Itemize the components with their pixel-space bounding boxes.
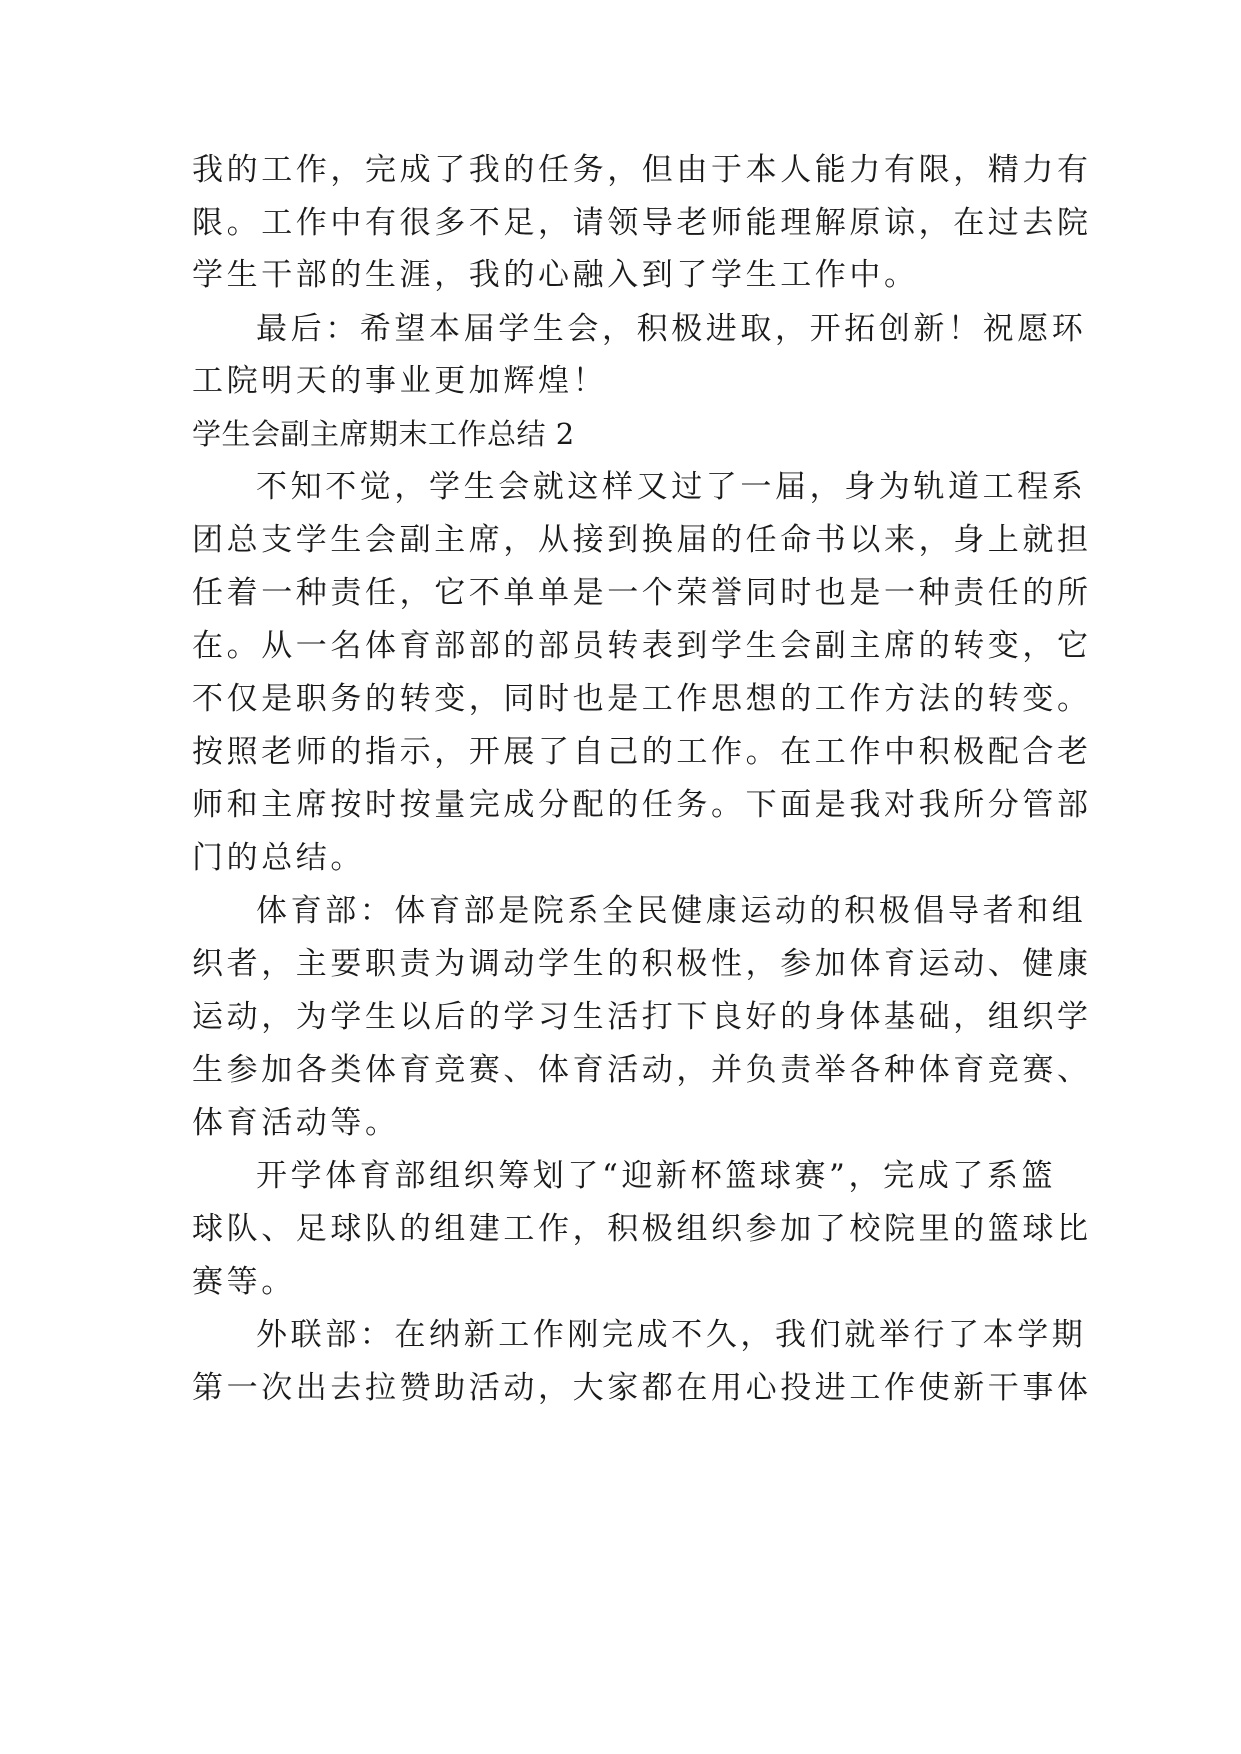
body-text-line: 学生干部的生涯，我的心融入到了学生工作中。 (192, 257, 919, 293)
body-text-line: 我的工作，完成了我的任务，但由于本人能力有限，精力有 (192, 152, 1092, 188)
body-text-line: 师和主席按时按量完成分配的任务。下面是我对我所分管部 (192, 787, 1092, 823)
body-text-line: 赛等。 (192, 1264, 296, 1300)
paragraph-start-line: 开学体育部组织筹划了“迎新杯篮球赛”，完成了系篮 (256, 1158, 1057, 1194)
section-heading: 学生会副主席期末工作总结 2 (192, 417, 575, 451)
body-text-line: 在。从一名体育部部的部员转表到学生会副主席的转变，它 (192, 628, 1092, 664)
body-text-line: 织者，主要职责为调动学生的积极性，参加体育运动、健康 (192, 946, 1092, 982)
body-text-line: 限。工作中有很多不足，请领导老师能理解原谅，在过去院 (192, 205, 1092, 241)
paragraph-start-line: 外联部：在纳新工作刚完成不久，我们就举行了本学期 (256, 1317, 1087, 1353)
body-text-line: 运动，为学生以后的学习生活打下良好的身体基础，组织学 (192, 999, 1092, 1035)
body-text-line: 不仅是职务的转变，同时也是工作思想的工作方法的转变。 (192, 681, 1092, 717)
body-text-line: 体育活动等。 (192, 1105, 400, 1141)
body-text-line: 生参加各类体育竞赛、体育活动，并负责举各种体育竞赛、 (192, 1052, 1092, 1088)
body-text-line: 门的总结。 (192, 840, 365, 876)
paragraph-start-line: 最后：希望本届学生会，积极进取，开拓创新！祝愿环 (256, 311, 1087, 347)
body-text-line: 工院明天的事业更加辉煌！ (192, 363, 608, 399)
body-text-line: 球队、足球队的组建工作，积极组织参加了校院里的篮球比 (192, 1211, 1092, 1247)
paragraph-start-line: 不知不觉，学生会就这样又过了一届，身为轨道工程系 (256, 469, 1087, 505)
paragraph-start-line: 体育部：体育部是院系全民健康运动的积极倡导者和组 (256, 893, 1087, 929)
body-text-line: 团总支学生会副主席，从接到换届的任命书以来，身上就担 (192, 522, 1092, 558)
body-text-line: 任着一种责任，它不单单是一个荣誉同时也是一种责任的所 (192, 575, 1092, 611)
body-text-line: 按照老师的指示，开展了自己的工作。在工作中积极配合老 (192, 734, 1092, 770)
body-text-line: 第一次出去拉赞助活动，大家都在用心投进工作使新干事体 (192, 1370, 1092, 1406)
